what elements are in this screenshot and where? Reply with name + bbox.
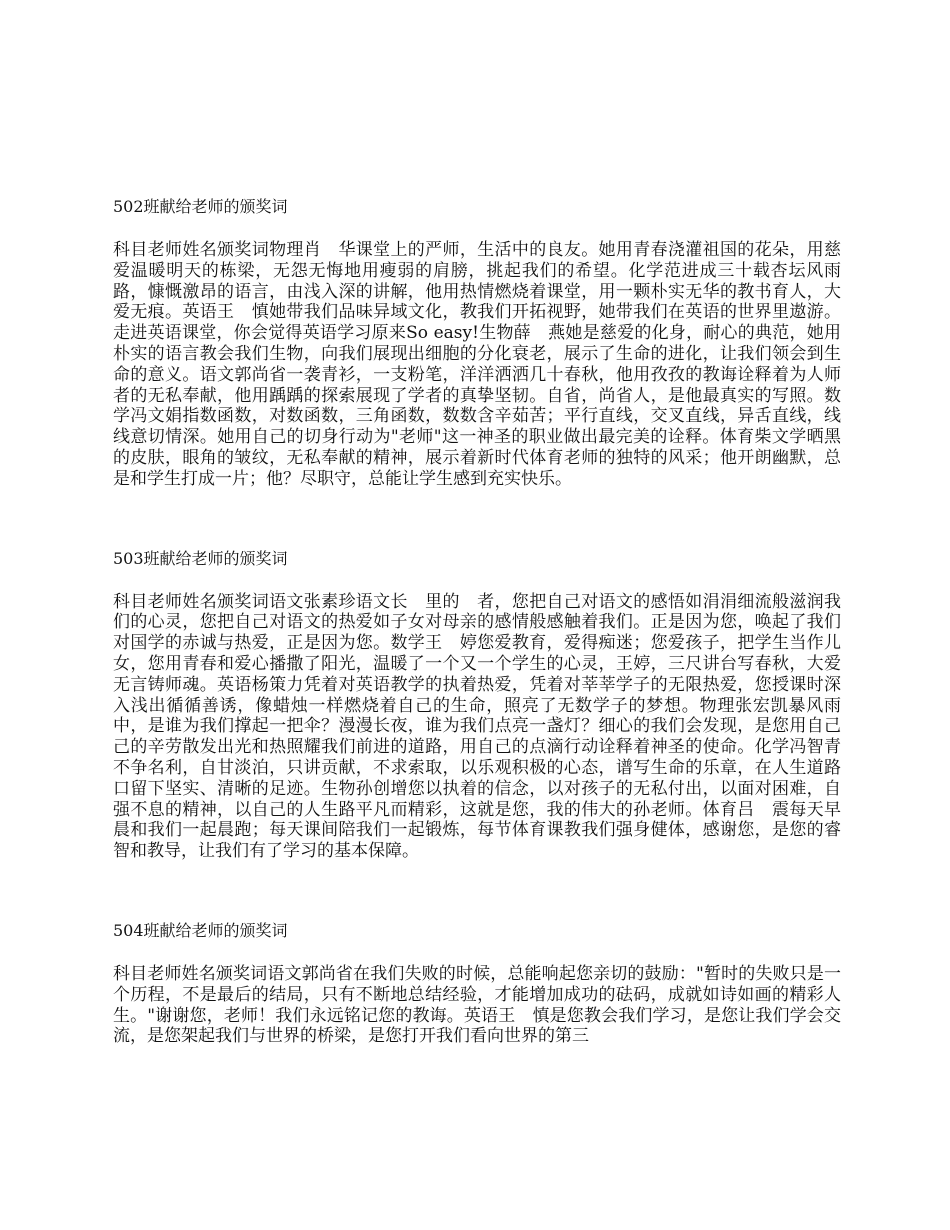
section-body: 科目老师姓名颁奖词语文郭尚省在我们失败的时候，总能响起您亲切的鼓励："暂时的失败只是一个历程，不是最后的结局，只有不断地总结经验，才能增加成功的砝码，成就如诗如画的精彩人生。"谢谢您，老师！我们永远铭记您的教诲。英语王 慎是您教会我们学习，是您让我们学会交流，是您架起我们与世界的桥梁，是您打开我们看向世界的第三 <box>113 963 841 1047</box>
section-title: 504班献给老师的颁奖词 <box>113 920 288 940</box>
section-504 <box>113 920 841 1047</box>
section-title: 503班献给老师的颁奖词 <box>113 548 288 568</box>
document-page <box>113 196 841 1047</box>
section-title: 502班献给老师的颁奖词 <box>113 197 288 216</box>
section-body: 科目老师姓名颁奖词物理肖 华课堂上的严师，生活中的良友。她用青春浇灌祖国的花朵，用慈爱温暖明天的栋梁，无怨无悔地用瘦弱的肩膀，挑起我们的希望。化学范进成三十载杏坛风雨路，慷慨激昂的语言，由浅入深的讲解，他用热情燃烧着课堂，用一颗朴实无华的教书育人，大爱无痕。英语王 慎她带我们品味异域文化，教我们开拓视野，她带我们在英语的世界里遨游。走进英语课堂，你会觉得英语学习原来So easy!生物薛 燕她是慈爱的化身，耐心的典范，她用朴实的语言教会我们生物，向我们展现出细胞的分化衰老，展示了生命的进化，让我们领会到生命的意义。语文郭尚省一袭青衫，一支粉笔，洋洋洒洒几十春秋，他用孜孜的教诲诠释着为人师者的无私奉献，他用踽踽的探索展现了学者的真挚坚韧。自省，尚省人，是他最真实的写照。数学冯文娟指数函数，对数函数，三角函数，数数含辛茹苦；平行直线，交叉直线，异舌直线，线线意切情深。她用自己的切身行动为"老师"这一神圣的职业做出最完美的诠释。体育柴文学晒黑的皮肤，眼角的皱纹，无私奉献的精神，展示着新时代体育老师的独特的风采；他开朗幽默，总是和学生打成一片；他？尽职守，总能让学生感到充实快乐。 <box>113 240 841 489</box>
section-body: 科目老师姓名颁奖词语文张素珍语文长 里的 者，您把自己对语文的感悟如涓涓细流般滋润我们的心灵，您把自己对语文的热爱如子女对母亲的感情般感触着我们。正是因为您，唤起了我们对国学的赤诚与热爱，正是因为您。数学王 婷您爱教育，爱得痴迷；您爱孩子，把学生当作儿女，您用青春和爱心播撒了阳光，温暖了一个又一个学生的心灵，王婷，三尺讲台写春秋，大爱无言铸师魂。英语杨策力凭着对英语教学的执着热爱，凭着对莘莘学子的无限热爱，您授课时深入浅出循循善诱，像蜡烛一样燃烧着自己的生命，照亮了无数学子的梦想。物理张宏凯暴风雨中，是谁为我们撑起一把伞？漫漫长夜，谁为我们点亮一盏灯？细心的我们会发现，是您用自己己的辛劳散发出光和热照耀我们前进的道路，用自己的点滴行动诠释着神圣的使命。化学冯智青不争名利，自甘淡泊，只讲贡献，不求索取，以乐观积极的心态，谱写生命的乐章，在人生道路口留下坚实、清晰的足迹。生物孙创增您以执着的信念，以对孩子的无私付出，以面对困难，自强不息的精神，以自己的人生路平凡而精彩，这就是您，我的伟大的孙老师。体育吕 震每天早晨和我们一起晨跑；每天课间陪我们一起锻炼，每节体育课教我们强身健体，感谢您，是您的睿智和教导，让我们有了学习的基本保障。 <box>113 591 841 862</box>
section-503 <box>113 548 841 862</box>
section-502 <box>113 196 841 490</box>
